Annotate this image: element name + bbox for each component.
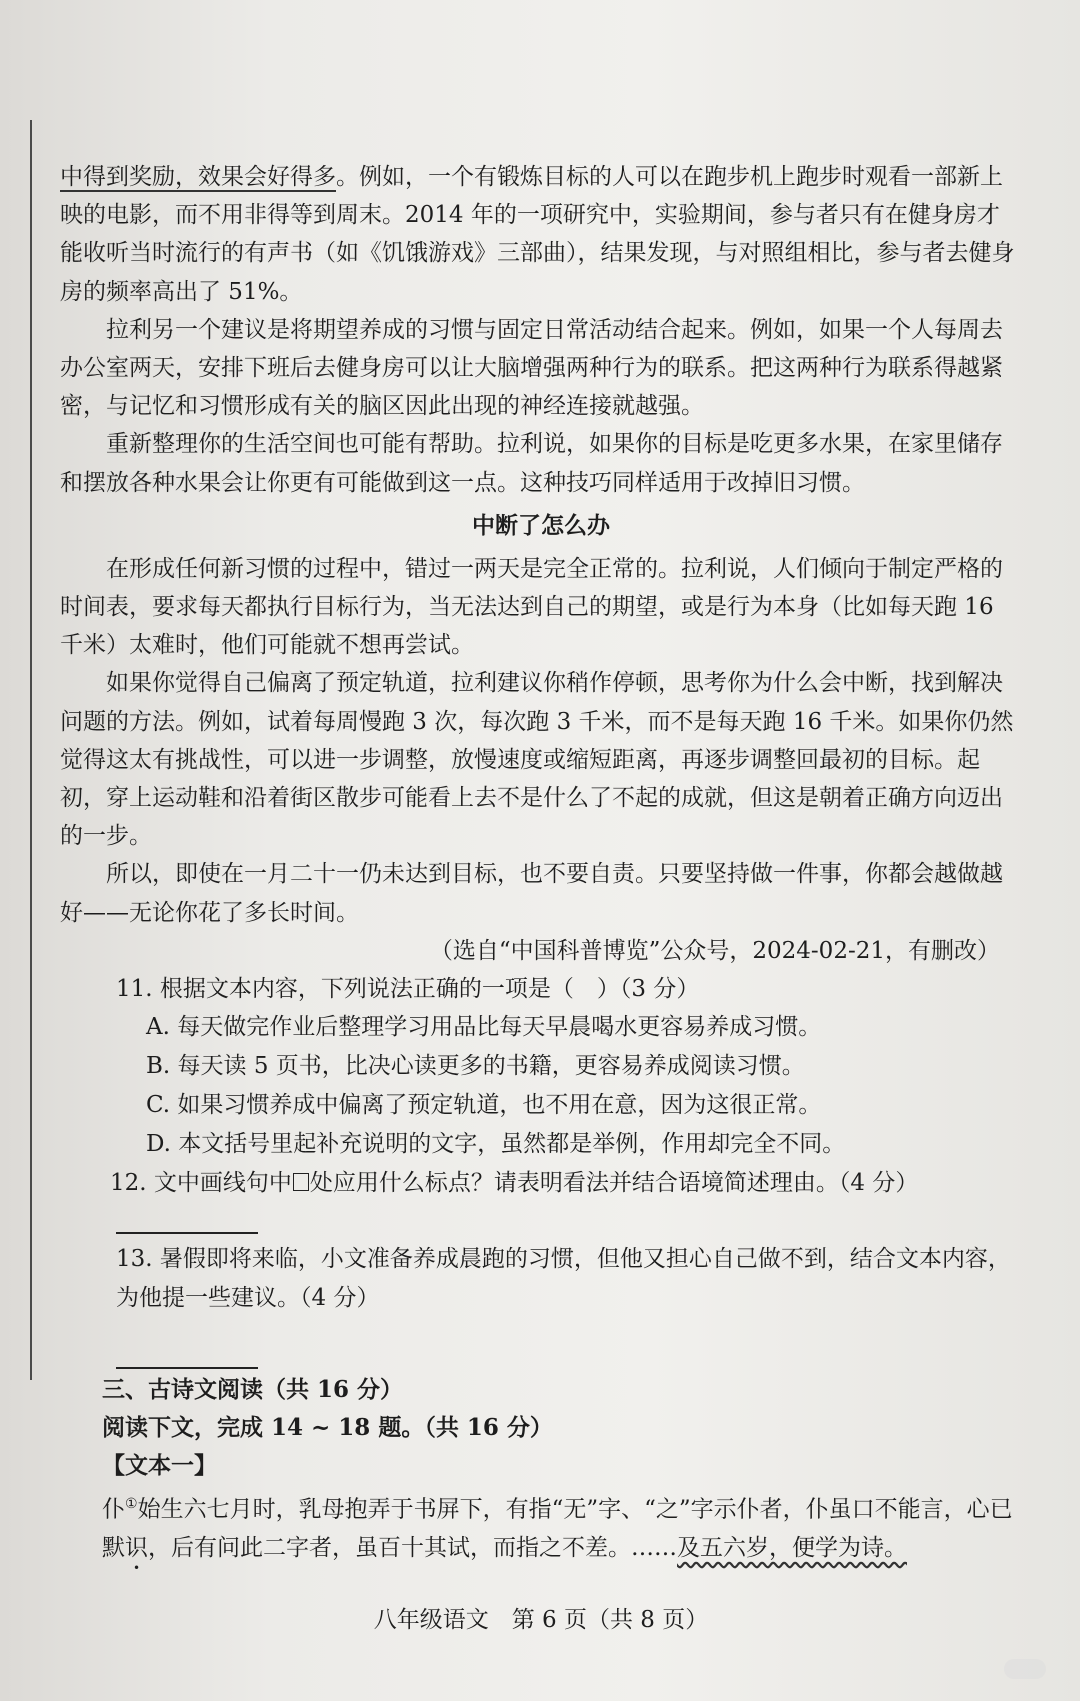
- question-12-part1: 12. 文中画线句中: [110, 1170, 292, 1197]
- handwritten-underline-text: 中得到奖励，效果会好得多: [60, 164, 336, 190]
- option-d: D. 本文括号里起补充说明的文字，虽然都是举例，作用却完全不同。: [146, 1131, 846, 1158]
- classical-text-part2: 始生六七月时，乳母抱弄于书屏下，有指“无”字、“之”字示仆者，仆虽口不能言，心已默: [102, 1497, 1013, 1562]
- classical-text-part3: ，后有问此二字者，虽百十其试，而指之不差。……: [148, 1535, 677, 1562]
- paragraph-6: 所以，即使在一月二十一仍未达到目标，也不要自责。只要坚持做一件事，你都会越做越好——无论你花了多长时间。: [60, 861, 1003, 926]
- classical-text-start: 仆: [102, 1497, 125, 1524]
- classical-text: [60, 1485, 1022, 1575]
- wavy-underline-text: 及五六岁，便学为诗。: [677, 1535, 907, 1562]
- paragraph-2: 拉利另一个建议是将期望养成的习惯与固定日常活动结合起来。例如，如果一个人每周去办公室两天，安排下班后去健身房可以让大脑增强两种行为的联系。把这两种行为联系得越紧密，与记忆和习惯形成有关的脑区因此出现的神经连接就越强。: [60, 316, 1003, 420]
- option-a: A. 每天做完作业后整理学习用品比每天早晨喝水更容易养成习惯。: [146, 1014, 822, 1041]
- dotted-char: 识: [125, 1535, 148, 1562]
- paragraph-1-text: 。例如，一个有锻炼目标的人可以在跑步机上跑步时观看一部新上映的电影，而不用非得等到周末。2014 年的一项研究中，实验期间，参与者只有在健身房才能收听当时流行的有声书（如《饥饿游戏》三部曲），结果发现，与对照组相比，参与者去健身房的频率高出了 51%。: [60, 164, 1015, 305]
- section-3-title: 三、古诗文阅读（共 16 分）: [102, 1375, 404, 1403]
- answer-line-12[interactable]: [116, 1202, 258, 1234]
- blank-box: [293, 1173, 309, 1191]
- answer-line-13[interactable]: [116, 1337, 258, 1369]
- question-13: 13. 暑假即将来临，小文准备养成晨跑的习惯，但他又担心自己做不到，结合文本内容，为他提一些建议。（4 分）: [116, 1246, 1011, 1311]
- section-3-instruction: 阅读下文，完成 14 ~ 18 题。（共 16 分）: [102, 1414, 553, 1442]
- paragraph-1: [60, 158, 1022, 311]
- question-12: [60, 1164, 1022, 1202]
- paragraph-3: 重新整理你的生活空间也可能有帮助。拉利说，如果你的目标是吃更多水果，在家里储存和摆放各种水果会让你更有可能做到这一点。这种技巧同样适用于改掉旧习惯。: [60, 431, 1003, 496]
- paragraph-5: 如果你觉得自己偏离了预定轨道，拉利建议你稍作停顿，思考你为什么会中断，找到解决问题的方法。例如，试着每周慢跑 3 次，每次跑 3 千米，而不是每天跑 16 千米。如果你仍然觉得这太有挑战性，可以进一步调整，放慢速度或缩短距离，再逐步调整回最初的目标。起初，穿上运动鞋和沿着街区散步可能看上去不是什么了不起的成就，但这是朝着正确方向迈出的一步。: [60, 670, 1014, 850]
- question-11: 11. 根据文本内容，下列说法正确的一项是（ ）（3 分）: [116, 976, 700, 1003]
- footnote-marker: ①: [125, 1496, 138, 1513]
- option-c: C. 如果习惯养成中偏离了预定轨道，也不用在意，因为这很正常。: [146, 1092, 822, 1119]
- source-citation: （选自“中国科普博览”公众号，2024-02-21，有删改）: [429, 937, 1000, 964]
- text-one-label: 【文本一】: [102, 1452, 217, 1480]
- page-footer: 八年级语文 第 6 页（共 8 页）: [373, 1607, 709, 1634]
- paragraph-4: 在形成任何新习惯的过程中，错过一两天是完全正常的。拉利说，人们倾向于制定严格的时间表，要求每天都执行目标行为，当无法达到自己的期望，或是行为本身（比如每天跑 16 千米）太难时，他们可能就不想再尝试。: [60, 555, 1003, 659]
- margin-line: [30, 120, 32, 1380]
- section-heading: 中断了怎么办: [472, 511, 610, 539]
- option-b: B. 每天读 5 页书，比决心读更多的书籍，更容易养成阅读习惯。: [146, 1053, 805, 1080]
- app-watermark: [1004, 1659, 1046, 1679]
- question-12-part2: 处应用什么标点？请表明看法并结合语境简述理由。（4 分）: [309, 1170, 919, 1197]
